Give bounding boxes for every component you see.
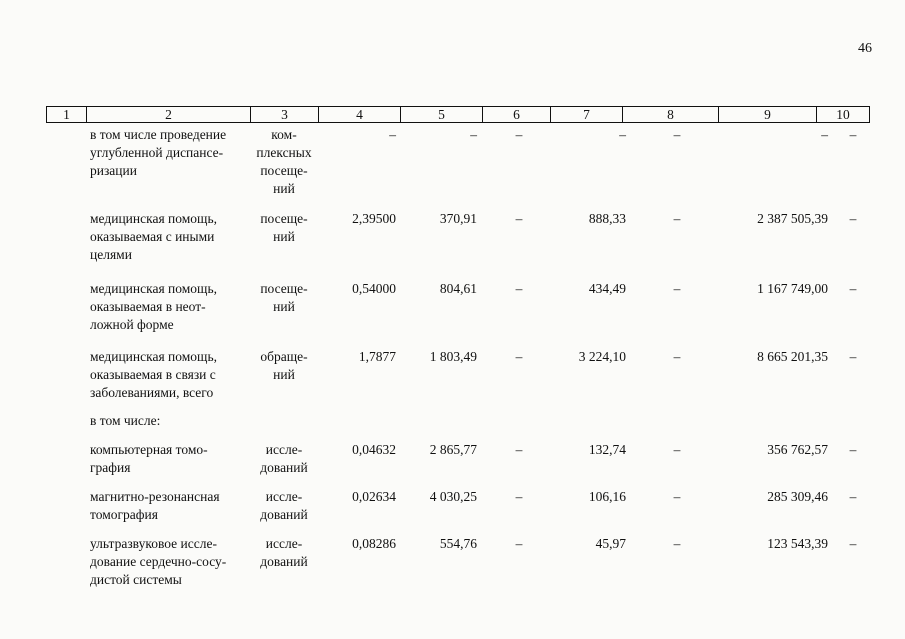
cell-text-line: медицинская помощь,: [90, 349, 217, 364]
header-col-4: 4: [319, 107, 401, 122]
cell-text-line: ризации: [90, 163, 137, 178]
cell-col-6: –: [515, 349, 523, 364]
row-label: [90, 210, 245, 264]
cell-text-line: томография: [90, 507, 158, 522]
cell-text-line: углубленной диспансе-: [90, 145, 224, 160]
cell-col-5: –: [470, 127, 477, 142]
cell-text-line: дистой системы: [90, 572, 182, 587]
cell-text-line: оказываемая в неот-: [90, 299, 206, 314]
cell-col-10: –: [849, 536, 857, 551]
cell-text-line: ком-: [271, 127, 297, 142]
cell-col-10: –: [849, 127, 857, 142]
cell-col-9: 285 309,46: [767, 489, 828, 504]
cell-text-line: ний: [273, 229, 295, 244]
cell-text-line: дование сердечно-сосу-: [90, 554, 227, 569]
cell-col-7: 3 224,10: [578, 349, 626, 364]
cell-text-line: ложной форме: [90, 317, 174, 332]
cell-col-10: –: [849, 489, 857, 504]
cell-text-line: ультразвуковое иссле-: [90, 536, 217, 551]
page-number: 46: [858, 41, 872, 56]
cell-col-5: 804,61: [439, 281, 477, 296]
header-col-10: 10: [836, 107, 850, 122]
header-col-3: 3: [251, 107, 319, 122]
cell-col-8: –: [673, 489, 681, 504]
cell-text-line: иссле-: [265, 536, 303, 551]
cell-col-9: 1 167 749,00: [757, 281, 828, 296]
cell-text-line: графия: [90, 460, 131, 475]
row-label: [90, 441, 245, 477]
cell-col-9: 123 543,39: [767, 536, 828, 551]
row-label: [90, 126, 245, 180]
header-col-9: 9: [719, 107, 817, 122]
cell-text-line: ний: [273, 367, 295, 382]
cell-col-7: 45,97: [595, 536, 626, 551]
cell-col-7: 888,33: [588, 211, 626, 226]
cell-text-line: обраще-: [260, 349, 308, 364]
cell-text-line: посеще-: [260, 163, 308, 178]
row-unit: [248, 280, 320, 316]
cell-col-6: –: [515, 281, 523, 296]
cell-col-4: 0,02634: [352, 489, 396, 504]
cell-text-line: иссле-: [265, 489, 303, 504]
row-unit: [248, 488, 320, 524]
cell-col-9: –: [821, 127, 828, 142]
cell-col-10: –: [849, 281, 857, 296]
cell-col-5: 4 030,25: [429, 489, 477, 504]
cell-text-line: магнитно-резонансная: [90, 489, 220, 504]
cell-text-line: заболеваниями, всего: [90, 385, 214, 400]
cell-text-line: посеще-: [260, 281, 308, 296]
cell-col-8: –: [673, 442, 681, 457]
cell-col-4: 0,54000: [352, 281, 396, 296]
cell-col-4: –: [389, 127, 396, 142]
header-col-7: 7: [551, 107, 623, 122]
row-unit: [248, 126, 320, 198]
cell-col-8: –: [673, 211, 681, 226]
cell-col-6: –: [515, 127, 523, 142]
row-unit: [248, 441, 320, 477]
cell-col-7: –: [619, 127, 626, 142]
row-label: [90, 412, 245, 430]
cell-col-5: 554,76: [439, 536, 477, 551]
cell-text-line: в том числе проведение: [90, 127, 227, 142]
cell-col-6: –: [515, 536, 523, 551]
cell-col-7: 106,16: [588, 489, 626, 504]
cell-text-line: иссле-: [265, 442, 303, 457]
row-label: [90, 535, 245, 589]
cell-col-6: –: [515, 442, 523, 457]
cell-text-line: ний: [273, 299, 295, 314]
row-label: [90, 280, 245, 334]
header-col-6: 6: [483, 107, 551, 122]
cell-col-8: –: [673, 127, 681, 142]
cell-col-6: –: [515, 489, 523, 504]
row-unit: [248, 348, 320, 384]
row-label: [90, 488, 245, 524]
cell-col-5: 2 865,77: [429, 442, 477, 457]
cell-text-line: медицинская помощь,: [90, 211, 217, 226]
cell-text-line: дований: [260, 554, 308, 569]
cell-col-9: 2 387 505,39: [757, 211, 828, 226]
cell-col-4: 0,04632: [352, 442, 396, 457]
row-unit: [248, 210, 320, 246]
cell-col-4: 1,7877: [358, 349, 396, 364]
header-col-8: 8: [623, 107, 719, 122]
cell-col-8: –: [673, 536, 681, 551]
cell-text-line: компьютерная томо-: [90, 442, 208, 457]
cell-col-9: 8 665 201,35: [757, 349, 828, 364]
cell-col-4: 2,39500: [352, 211, 396, 226]
cell-col-9: 356 762,57: [767, 442, 828, 457]
cell-col-10: –: [849, 442, 857, 457]
cell-text-line: оказываемая в связи с: [90, 367, 216, 382]
cell-col-5: 1 803,49: [429, 349, 477, 364]
cell-col-10: –: [849, 211, 857, 226]
row-label: [90, 348, 245, 402]
cell-col-10: –: [849, 349, 857, 364]
header-col-5: 5: [401, 107, 483, 122]
cell-col-5: 370,91: [439, 211, 477, 226]
cell-col-7: 434,49: [588, 281, 626, 296]
header-col-2: 2: [87, 107, 251, 122]
cell-text-line: оказываемая с иными: [90, 229, 215, 244]
cell-text-line: целями: [90, 247, 132, 262]
cell-col-7: 132,74: [588, 442, 626, 457]
cell-col-8: –: [673, 281, 681, 296]
cell-col-8: –: [673, 349, 681, 364]
row-unit: [248, 535, 320, 571]
cell-text-line: ний: [273, 181, 295, 196]
cell-text-line: медицинская помощь,: [90, 281, 217, 296]
cell-text-line: посеще-: [260, 211, 308, 226]
header-col-1: 1: [47, 107, 87, 122]
cell-col-4: 0,08286: [352, 536, 396, 551]
cell-text-line: дований: [260, 460, 308, 475]
cell-text-line: дований: [260, 507, 308, 522]
cell-col-6: –: [515, 211, 523, 226]
table-header-row: [46, 106, 870, 123]
cell-text-line: плексных: [256, 145, 312, 160]
cell-text-line: в том числе:: [90, 413, 161, 428]
